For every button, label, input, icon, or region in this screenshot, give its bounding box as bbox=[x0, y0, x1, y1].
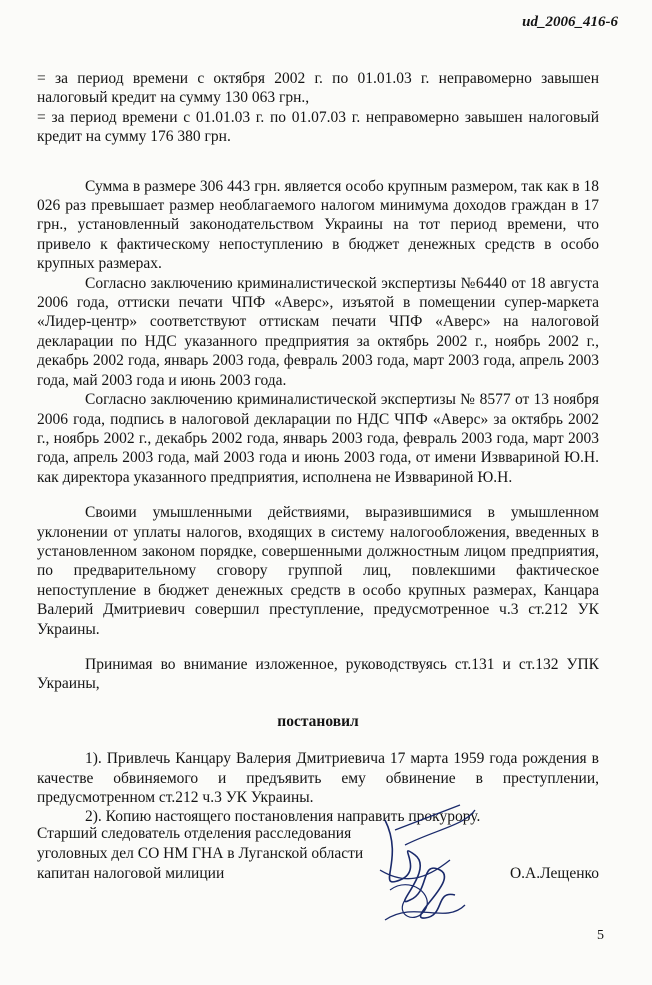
signer-position-line-2: уголовных дел СО НМ ГНА в Луганской области bbox=[37, 845, 364, 862]
resolution-heading: постановил bbox=[277, 712, 359, 730]
paragraph-expertise-6440: Согласно заключению криминалистической экспертизы №6440 от 18 августа 2006 года, оттиски печати ЧПФ «Аверс», изъятой в помещении супер-маркета «Лидер-центр» соответствуют оттискам печати ЧПФ «Аверс» на налоговой декларации по НДС указанного предприятия за октябрь 2002 г., ноябрь 2002 г., декабрь 2002 года, январь 2003 года, февраль 2003 года, март 2003 года, апрель 2003 года, май 2003 года и июнь 2003 года. bbox=[37, 274, 599, 389]
paragraph-considering: Принимая во внимание изложенное, руководствуясь ст.131 и ст.132 УПК Украины, bbox=[37, 655, 599, 693]
paragraph-item-2: 2). Копию настоящего постановления направить прокурору. bbox=[85, 808, 481, 826]
signer-name: О.А.Лещенко bbox=[509, 865, 599, 882]
paragraph-expertise-8577: Согласно заключению криминалистической экспертизы № 8577 от 13 ноября 2006 года, подпись в налоговой декларации по НДС ЧПФ «Аверс» за октябрь 2002 г., ноябрь 2002 г., декабрь 2002 года, январь 2003 года, февраль 2003 года, март 2003 года, апрель 2003 года, май 2003 года и июнь 2003 года, от имени Изввариной Ю.Н. как директора указанного предприятия, исполнена не Изввариной Ю.Н. bbox=[37, 391, 599, 486]
page-number: 5 bbox=[597, 928, 604, 943]
paragraph-item-1: 1). Привлечь Канцару Валерия Дмитриевича 17 марта 1959 года рождения в качестве обвиняемого и предъявить ему обвинение в преступлении, предусмотренном ст.212 ч.3 УК Украины. bbox=[37, 750, 599, 806]
paragraph-period-2: = за период времени с 01.01.03 г. по 01.07.03 г. неправомерно завышен налоговый кредит на сумму 176 380 грн. bbox=[37, 108, 599, 146]
paragraph-conclusion: Своими умышленными действиями, выразившимися в умышленном уклонении от уплаты налогов, входящих в систему налогообложения, введенных в установленном законом порядке, совершенными должностным лицом предприятия, по предварительному сговору группой лиц, повлекшими фактическое непоступление в бюджет денежных средств в особо крупных размерах, Канцара Валерий Дмитриевич совершил преступление, предусмотренное ч.3 ст.212 УК Украины. bbox=[37, 504, 599, 638]
paragraph-total-sum: Сумма в размере 306 443 грн. является особо крупным размером, так как в 18 026 раз превышает размер необлагаемого налогом минимума доходов граждан в 17 грн., установленный законодательством Украины на тот период времени, что привело к фактическому непоступлению в бюджет денежных средств в особо крупных размерах. bbox=[37, 177, 599, 273]
paragraph-period-1: = за период времени с октября 2002 г. по 01.01.03 г. неправомерно завышен налоговый кредит на сумму 130 063 грн., bbox=[37, 70, 599, 107]
document-body bbox=[37, 69, 599, 827]
signer-position-line-1: Старший следователь отделения расследования bbox=[37, 825, 352, 842]
document-id: ud_2006_416-6 bbox=[522, 14, 618, 30]
handwritten-signature bbox=[365, 800, 485, 940]
signer-position-line-3: капитан налоговой милиции bbox=[37, 865, 225, 882]
signature-block bbox=[37, 824, 599, 884]
